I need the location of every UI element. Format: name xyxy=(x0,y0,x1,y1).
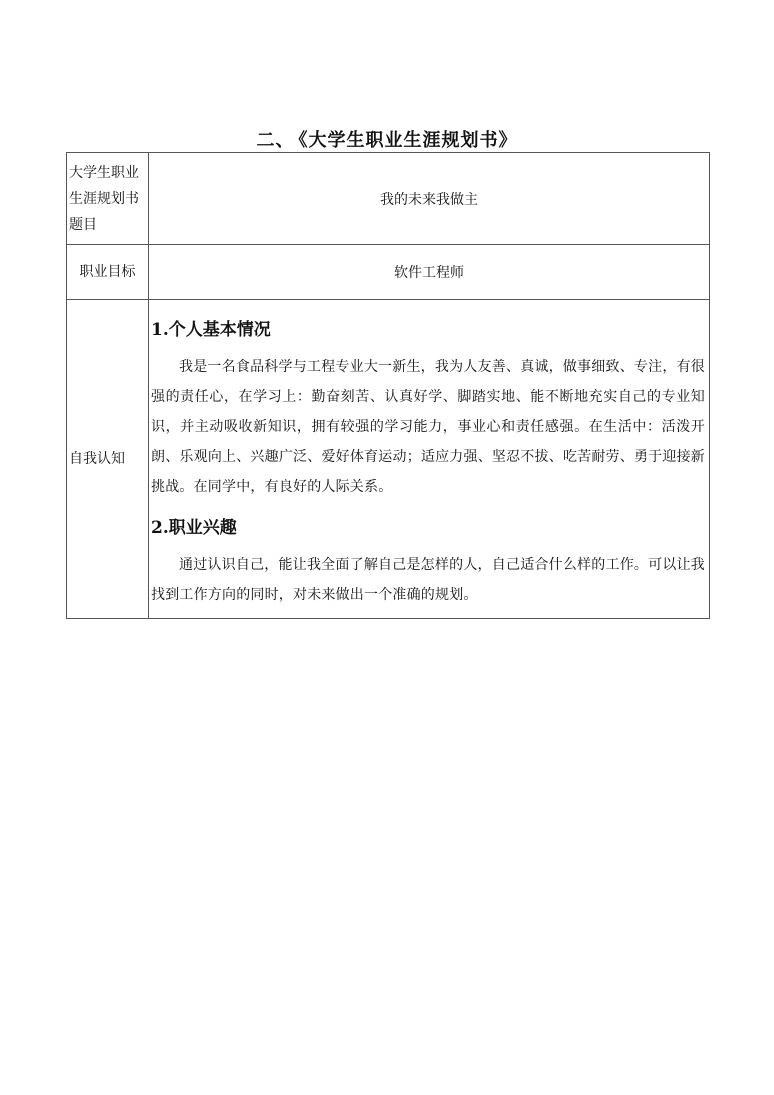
self-awareness-content-cell xyxy=(149,300,710,619)
self-awareness-label: 自我认知 xyxy=(69,451,125,467)
career-plan-table xyxy=(66,152,710,619)
topic-value-cell xyxy=(149,153,710,245)
table-row-self-awareness xyxy=(67,300,710,619)
goal-value-cell xyxy=(149,245,710,300)
table-row-goal xyxy=(67,245,710,300)
goal-label: 职业目标 xyxy=(79,264,136,280)
document-title xyxy=(0,126,774,152)
section-heading-career-interest: 2.职业兴趣 xyxy=(151,518,237,538)
title-prefix: 二、 xyxy=(256,130,295,151)
goal-value: 软件工程师 xyxy=(394,265,464,281)
goal-label-cell xyxy=(67,245,149,300)
section-text-career-interest: 通过认识自己，能让我全面了解自己是怎样的人，自己适合什么样的工作。可以让我找到工作方向的同时，对未来做出一个准确的规划。 xyxy=(151,557,705,603)
section-text-basic-info: 我是一名食品科学与工程专业大一新生，我为人友善、真诚，做事细致、专注，有很强的责任心，在学习上：勤奋刻苦、认真好学、脚踏实地、能不断地充实自己的专业知识，并主动吸收新知识，拥有较强的学习能力，事业心和责任感强。在生活中：活泼开朗、乐观向上、兴趣广泛、爱好体育运动；适应力强、坚忍不拔、吃苦耐劳、勇于迎接新挑战。在同学中，有良好的人际关系。 xyxy=(151,359,705,495)
topic-label-cell xyxy=(67,153,149,245)
table-row-topic xyxy=(67,153,710,245)
topic-label: 大学生职业生涯规划书题目 xyxy=(69,164,139,233)
topic-value: 我的未来我做主 xyxy=(380,191,478,208)
section-heading-basic-info: 1.个人基本情况 xyxy=(151,320,271,340)
title-text: 《大学生职业生涯规划书》 xyxy=(298,130,518,151)
self-awareness-label-cell xyxy=(67,300,149,619)
